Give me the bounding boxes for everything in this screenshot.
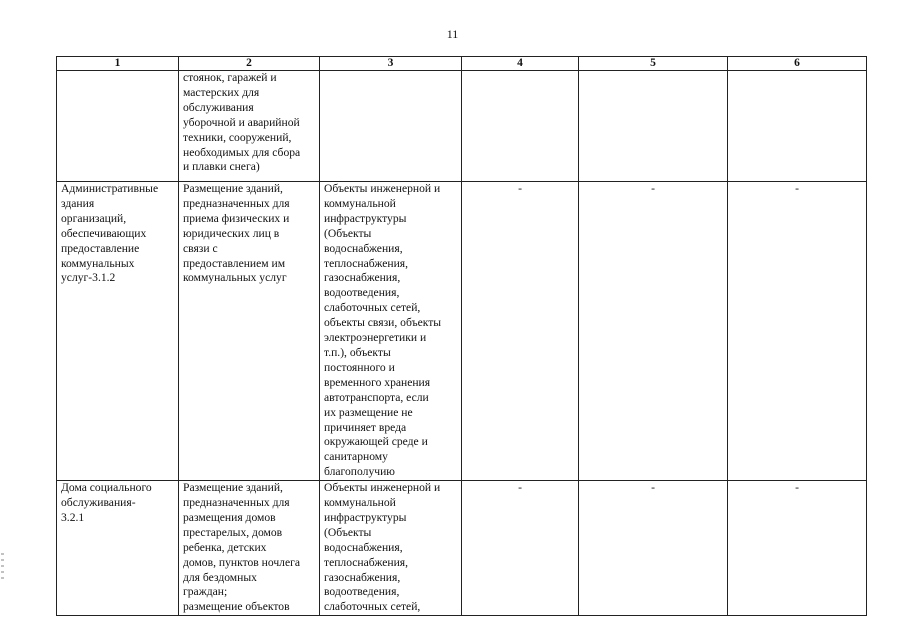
column-header-5: 5 [579,57,728,71]
table-cell: Дома социального обслуживания- 3.2.1 [57,481,179,616]
table-cell: - [579,481,728,616]
table-row-social-service [57,481,867,616]
table-cell: - [462,481,579,616]
scan-margin-mark [0,552,5,582]
table-cell: - [462,182,579,481]
table-cell: Размещение зданий, предназначенных для приема физических и юридических лиц в связи с предоставлением им коммунальных услуг [179,182,320,481]
table-cell [462,71,579,182]
table-row-continuation [57,71,867,182]
column-header-4: 4 [462,57,579,71]
table-cell: Административные здания организаций, обеспечивающих предоставление коммунальных услуг-3.1.2 [57,182,179,481]
table-cell: стоянок, гаражей и мастерских для обслуживания уборочной и аварийной техники, сооружений, необходимых для сбора и плавки снега) [179,71,320,182]
table-header-row [57,57,867,71]
table-cell: Размещение зданий, предназначенных для размещения домов престарелых, домов ребенка, детских домов, пунктов ночлега для бездомных граждан; размещение объектов [179,481,320,616]
table-row-admin-buildings [57,182,867,481]
table-cell [579,71,728,182]
table-cell: - [728,182,867,481]
table-cell [728,71,867,182]
land-use-table [56,56,867,616]
column-header-1: 1 [57,57,179,71]
table-cell: - [728,481,867,616]
table-cell: - [579,182,728,481]
table-cell: Объекты инженерной и коммунальной инфраструктуры (Объекты водоснабжения, теплоснабжения, газоснабжения, водоотведения, слаботочных сетей, [320,481,462,616]
column-header-3: 3 [320,57,462,71]
column-header-2: 2 [179,57,320,71]
column-header-6: 6 [728,57,867,71]
table-cell [57,71,179,182]
table-cell: Объекты инженерной и коммунальной инфраструктуры (Объекты водоснабжения, теплоснабжения, газоснабжения, водоотведения, слаботочных сетей, объекты связи, объекты электроэнергетики и т.п.), объекты постоянного и временного хранения автотранспорта, если их размещение не причиняет вреда окружающей среде и санитарному благополучию [320,182,462,481]
table-cell [320,71,462,182]
page-number: 11 [446,27,459,41]
